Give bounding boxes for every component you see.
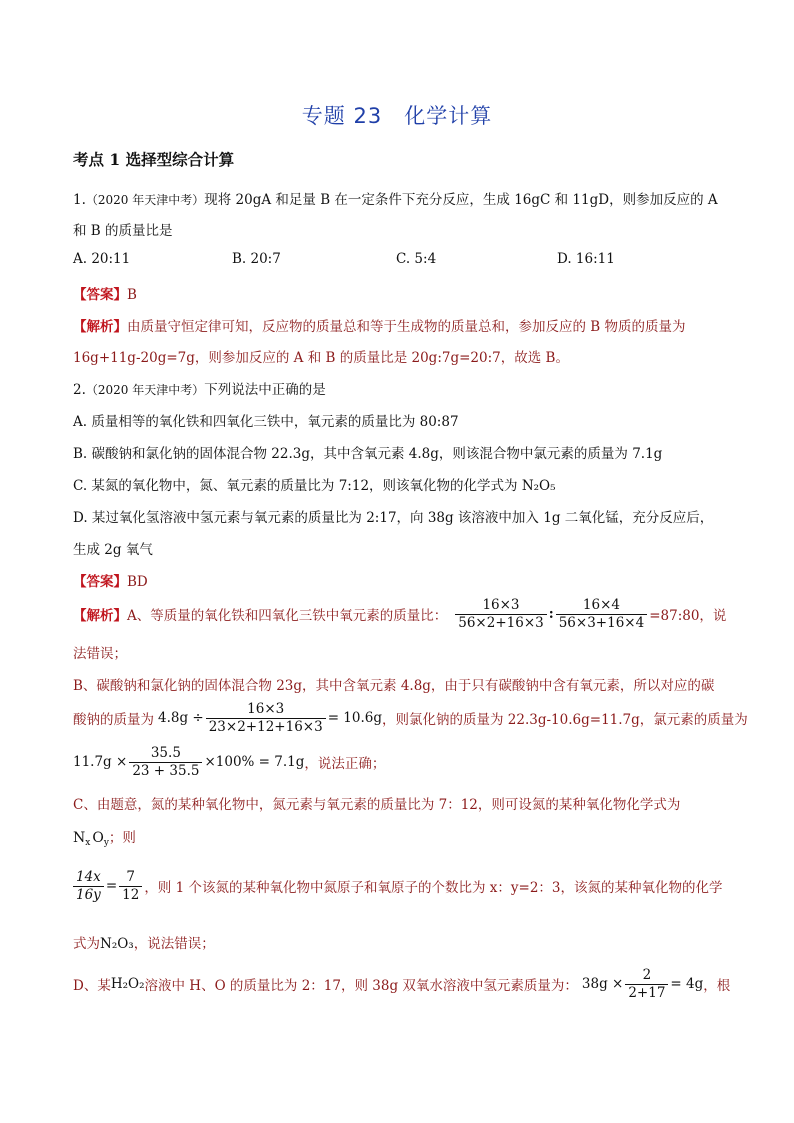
q2-analysis-b-line2: 酸钠的质量为 4.8g ÷ $\frac{16\times 3}{23\times 2+12+16\times 3}$ = 10.6g ，则氯化钠的质量为 22.3g-10.6g=11.7g，氯元素的质量为 xyxy=(73,700,748,735)
fraction: $\frac{35.5}{23 + 35.5}$ xyxy=(129,745,202,780)
q2-analysis-b-line3: 11.7g × $\frac{35.5}{23 + 35.5}$ ×100% = 7.1g ，说法正确； xyxy=(73,744,386,779)
q1-option-b: B. 20:7 xyxy=(232,251,281,267)
title-main: 化学计算 xyxy=(404,104,493,128)
q2-analysis-d: D、某 H₂O₂ 溶液中 H、O 的质量比为 2：17，则 38g 双氧水溶液中氢元素质量为： 38g × $\frac{2}{2+17}$ = 4g ，根 xyxy=(73,966,731,1001)
fraction: $\frac{16\times 4}{56\times 3+16\times 4}$ xyxy=(556,597,647,632)
q1-analysis-line1: 【解析】由质量守恒定律可知，反应物的质量总和等于生成物的质量总和，参加反应的 B 物质的质量为 xyxy=(73,319,686,335)
q2-stem: 2.（2020 年天津中考）下列说法中正确的是 xyxy=(73,382,326,398)
q1-option-d: D. 16:11 xyxy=(557,251,615,267)
fraction: $\frac{14x}{16y}$ xyxy=(73,869,104,904)
fraction: $\frac{7}{12}$ xyxy=(119,869,142,904)
q2-analysis-a-line2: 法错误； xyxy=(73,646,127,662)
q1-option-c: C. 5:4 xyxy=(396,251,437,267)
section-heading: 考点 1 选择型综合计算 xyxy=(73,150,235,169)
q2-option-a: A. 质量相等的氧化铁和四氧化三铁中，氧元素的质量比为 80:87 xyxy=(73,414,459,430)
q1-option-a: A. 20:11 xyxy=(73,251,131,267)
fraction: $\frac{16\times 3}{56\times 2+16\times 3}$ xyxy=(455,597,546,632)
q1-line1: 1.（2020 年天津中考）现将 20gA 和足量 B 在一定条件下充分反应，生成 16gC 和 11gD，则参加反应的 A xyxy=(73,192,718,208)
q1-answer: 【答案】B xyxy=(73,287,137,303)
q2-option-d-line2: 生成 2g 氧气 xyxy=(73,542,153,558)
title-prefix: 专题 23 xyxy=(301,104,383,128)
q1-line2: 和 B 的质量比是 xyxy=(73,223,173,239)
q1-analysis-line2: 16g+11g-20g=7g，则参加反应的 A 和 B 的质量比是 20g:7g=20:7，故选 B。 xyxy=(73,350,569,366)
q2-analysis-a: 【解析】 A、等质量的氧化铁和四氧化三铁中氧元素的质量比： $\frac{16\times 3}{56\times 2+16\times 3}$ : $\frac{16\times 4}{56\times 3+16\times 4}$ =87:80，说 xyxy=(73,596,727,631)
fraction: $\frac{16\times 3}{23\times 2+12+16\times 3}$ xyxy=(206,701,326,736)
page-title xyxy=(0,100,794,130)
q2-analysis-c-line1: C、由题意，氮的某种氧化物中，氮元素与氧元素的质量比为 7：12，则可设氮的某种氧化物化学式为 xyxy=(73,797,681,813)
q2-analysis-c-line4: 式为N₂O₃，说法错误； xyxy=(73,936,215,952)
q2-option-c: C. 某氮的氧化物中，氮、氧元素的质量比为 7:12，则该氧化物的化学式为 N₂O₅ xyxy=(73,478,556,494)
q2-analysis-c-line3: $\frac{14x}{16y}$ = $\frac{7}{12}$ ，则 1 个该氮的某种氧化物中氮原子和氧原子的个数比为 x：y=2：3，该氮的某种氧化物的化学 xyxy=(73,866,723,906)
q2-answer: 【答案】BD xyxy=(73,574,148,590)
q2-option-d-line1: D. 某过氧化氢溶液中氢元素与氧元素的质量比为 2:17，向 38g 该溶液中加入 1g 二氧化锰，充分反应后， xyxy=(73,510,714,526)
q2-option-b: B. 碳酸钠和氯化钠的固体混合物 22.3g，其中含氧元素 4.8g，则该混合物中氯元素的质量为 7.1g xyxy=(73,446,663,462)
fraction: $\frac{2}{2+17}$ xyxy=(625,967,668,1002)
q2-analysis-c-formula: $N_x$ $O_y$；则 xyxy=(73,830,136,848)
q2-analysis-b-line1: B、碳酸钠和氯化钠的固体混合物 23g，其中含氧元素 4.8g，由于只有碳酸钠中含有氧元素，所以对应的碳 xyxy=(73,678,715,694)
